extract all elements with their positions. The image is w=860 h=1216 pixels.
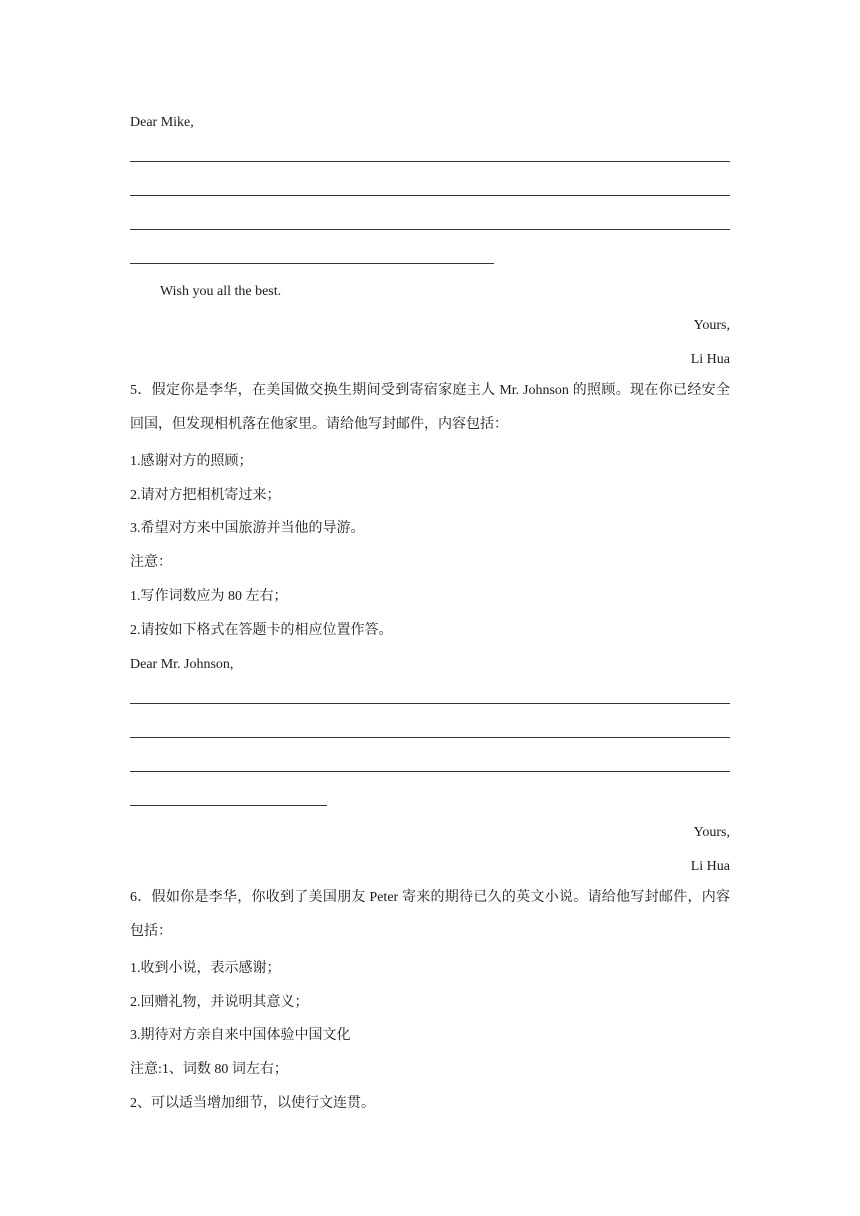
letter1-closing-wish: Wish you all the best.: [160, 284, 282, 299]
q6-note-2: 2、可以适当增加细节，以使行文连贯。: [130, 1096, 375, 1111]
q6-note-1: 注意:1、词数 80 词左右；: [130, 1062, 288, 1077]
q5-prompt: 5．假定你是李华，在美国做交换生期间受到寄宿家庭主人 Mr. Johnson 的照顾。现在你已经安全回国，但发现相机落在他家里。请给他写封邮件，内容包括：: [130, 383, 730, 432]
q5-point-1: 1.感谢对方的照顾；: [130, 454, 253, 469]
answer-line: [130, 195, 730, 196]
answer-line: [130, 805, 327, 806]
answer-line: [130, 161, 730, 162]
answer-line: [130, 703, 730, 704]
q5-note-2: 2.请按如下格式在答题卡的相应位置作答。: [130, 623, 393, 638]
q6-point-3: 3.期待对方亲自来中国体验中国文化: [130, 1028, 351, 1043]
answer-line: [130, 771, 730, 772]
q5-note-label: 注意：: [130, 555, 172, 570]
q6-point-1: 1.收到小说，表示感谢；: [130, 961, 281, 976]
letter1-signature: Li Hua: [690, 352, 730, 367]
q5-note-1: 1.写作词数应为 80 左右；: [130, 589, 288, 604]
answer-line: [130, 263, 494, 264]
answer-line: [130, 229, 730, 230]
q6-point-2: 2.回赠礼物，并说明其意义；: [130, 995, 309, 1010]
q5-point-3: 3.希望对方来中国旅游并当他的导游。: [130, 521, 365, 536]
q5-sign-off: Yours,: [693, 825, 730, 840]
q6-prompt: 6．假如你是李华，你收到了美国朋友 Peter 寄来的期待已久的英文小说。请给他写封邮件，内容包括：: [130, 890, 730, 939]
answer-line: [130, 737, 730, 738]
letter1-sign-off: Yours,: [693, 318, 730, 333]
q5-signature: Li Hua: [690, 859, 730, 874]
q5-salutation: Dear Mr. Johnson,: [130, 657, 234, 672]
letter1-salutation: Dear Mike,: [130, 115, 194, 130]
q5-point-2: 2.请对方把相机寄过来；: [130, 488, 281, 503]
